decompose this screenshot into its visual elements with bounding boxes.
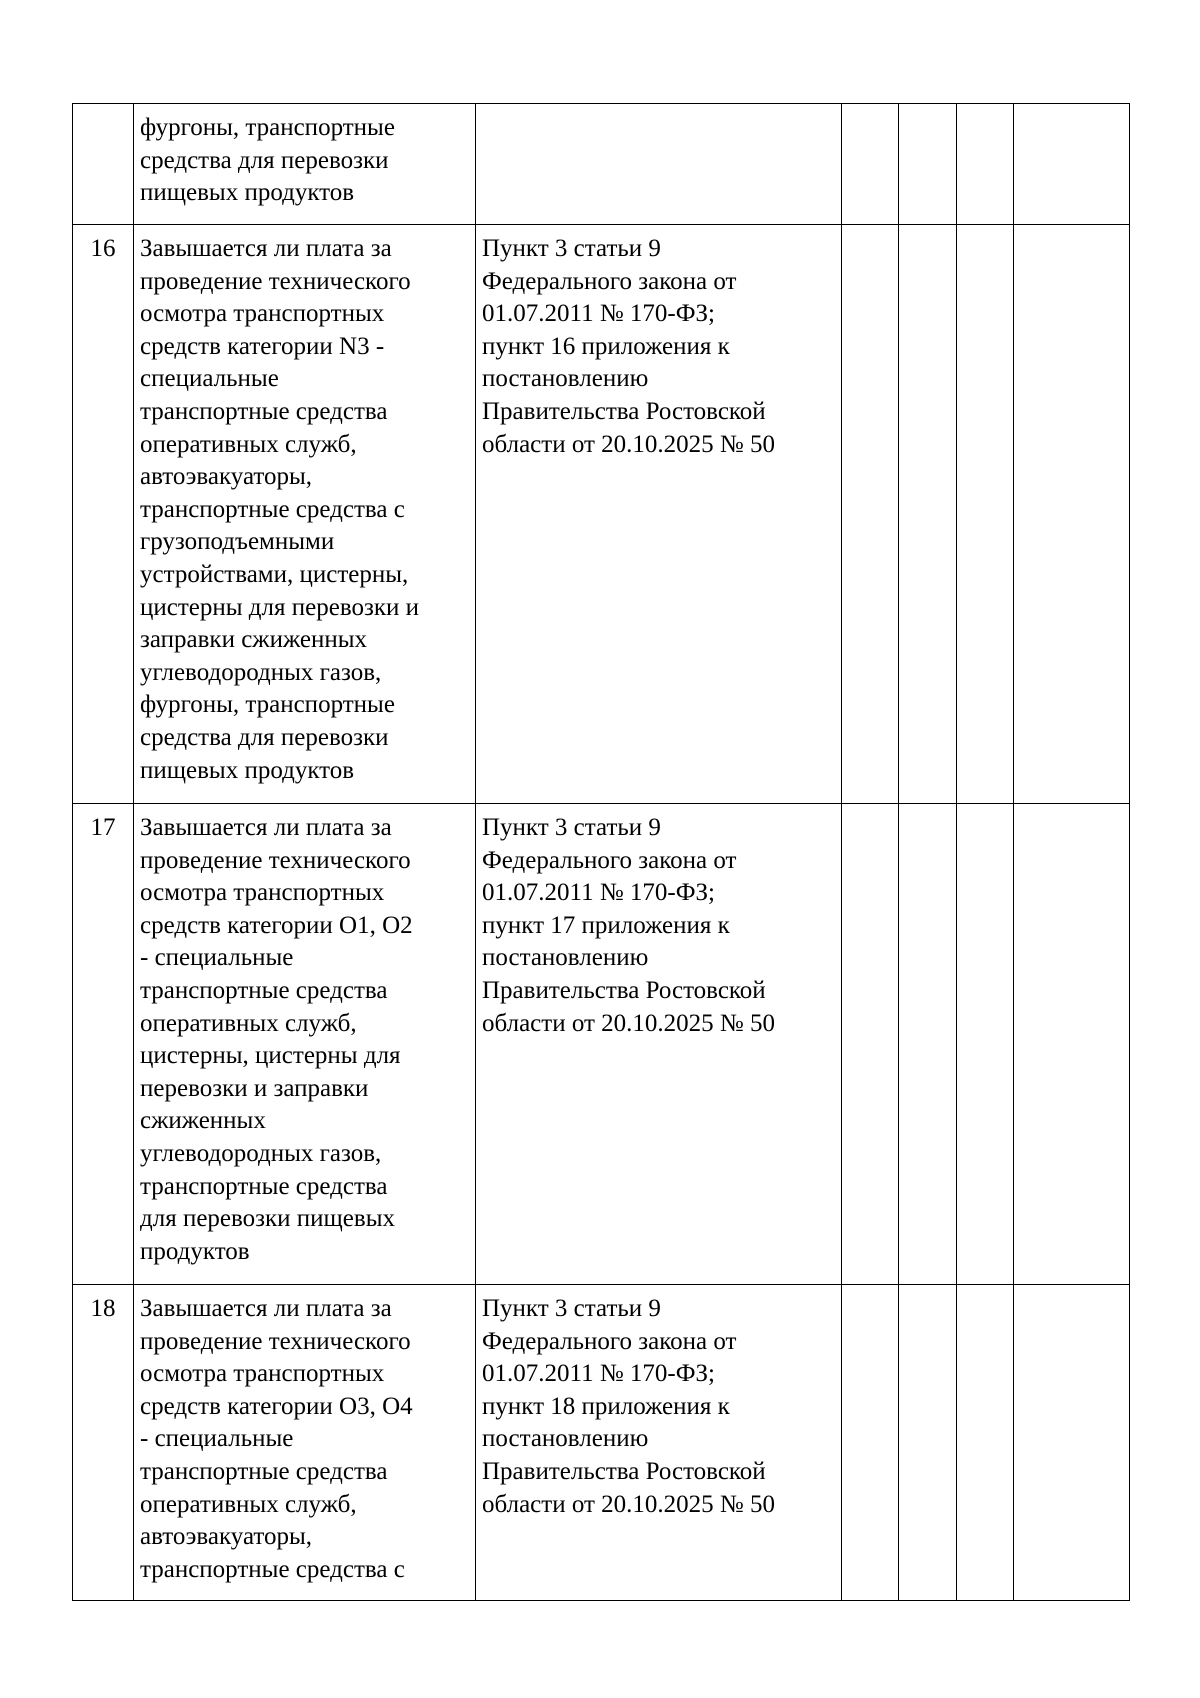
question-text: Завышается ли плата за проведение технического осмотра транспортных средств категории O3, O4 - специальные транспортные средства оперативных служб, автоэвакуаторы, транспортные средства с — [134, 1285, 476, 1601]
answer-no-cell — [899, 225, 957, 804]
row-number: 17 — [73, 804, 134, 1285]
checklist-table — [72, 103, 1130, 1601]
row-number — [73, 104, 134, 225]
legal-basis-text: Пункт 3 статьи 9 Федерального закона от 01.07.2011 № 170-ФЗ; пункт 16 приложения к постановлению Правительства Ростовской области от 20.10.2025 № 50 — [476, 225, 842, 804]
table-row — [73, 1285, 1130, 1601]
legal-basis-text — [476, 104, 842, 225]
answer-na-cell — [957, 1285, 1014, 1601]
row-number: 16 — [73, 225, 134, 804]
legal-basis-text: Пункт 3 статьи 9 Федерального закона от 01.07.2011 № 170-ФЗ; пункт 18 приложения к постановлению Правительства Ростовской области от 20.10.2025 № 50 — [476, 1285, 842, 1601]
question-text: Завышается ли плата за проведение технического осмотра транспортных средств категории O1, O2 - специальные транспортные средства оперативных служб, цистерны, цистерны для перевозки и заправки сжиженных углеводородных газов, транспортные средства для перевозки пищевых продуктов — [134, 804, 476, 1285]
note-cell — [1014, 804, 1130, 1285]
answer-no-cell — [899, 104, 957, 225]
table-row — [73, 104, 1130, 225]
table-row — [73, 804, 1130, 1285]
answer-na-cell — [957, 225, 1014, 804]
answer-yes-cell — [842, 1285, 899, 1601]
question-text: Завышается ли плата за проведение технического осмотра транспортных средств категории N3 - специальные транспортные средства оперативных служб, автоэвакуаторы, транспортные средства с грузоподъемными устройствами, цистерны, цистерны для перевозки и заправки сжиженных углеводородных газов, фургоны, транспортные средства для перевозки пищевых продуктов — [134, 225, 476, 804]
note-cell — [1014, 1285, 1130, 1601]
note-cell — [1014, 225, 1130, 804]
answer-yes-cell — [842, 804, 899, 1285]
legal-basis-text: Пункт 3 статьи 9 Федерального закона от 01.07.2011 № 170-ФЗ; пункт 17 приложения к постановлению Правительства Ростовской области от 20.10.2025 № 50 — [476, 804, 842, 1285]
answer-na-cell — [957, 104, 1014, 225]
note-cell — [1014, 104, 1130, 225]
answer-no-cell — [899, 804, 957, 1285]
table-row — [73, 225, 1130, 804]
answer-yes-cell — [842, 225, 899, 804]
answer-na-cell — [957, 804, 1014, 1285]
question-text: фургоны, транспортные средства для перевозки пищевых продуктов — [134, 104, 476, 225]
answer-yes-cell — [842, 104, 899, 225]
answer-no-cell — [899, 1285, 957, 1601]
row-number: 18 — [73, 1285, 134, 1601]
